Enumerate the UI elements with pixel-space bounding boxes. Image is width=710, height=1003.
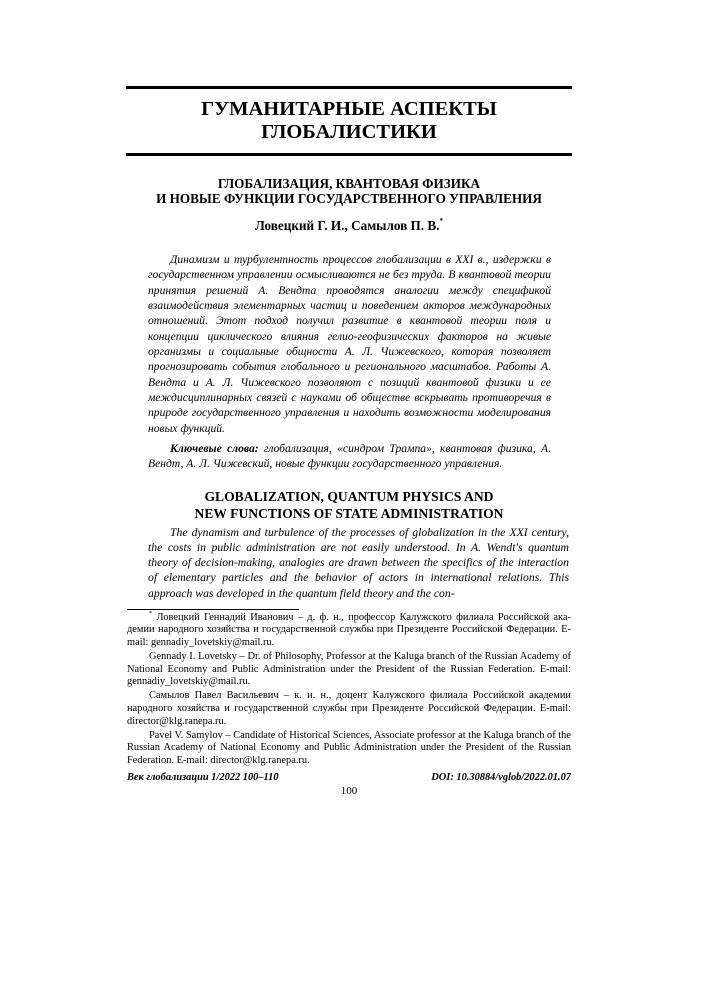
- article-title: [120, 176, 578, 206]
- footnotes: [127, 609, 571, 768]
- section-title-line2: ГЛОБАЛИСТИКИ: [261, 121, 437, 143]
- keywords-label: Ключевые слова:: [170, 442, 259, 456]
- page: [126, 0, 572, 797]
- authors-names: Ловецкий Г. И., Самылов П. В.: [255, 218, 440, 233]
- abstract-en: The dynamism and turbulence of the processes of globalization in the XXI century, the costs in public administration are not easily understood. In A. Wendt's quantum theory of decision-making, analogies are drawn between the specifics of the interaction of elementary particles and the behavior of actors in international relations. This approach was developed in the quantum field theory and the con-: [148, 525, 569, 600]
- footnote-mark: *: [149, 609, 153, 617]
- article-title-line1: ГЛОБАЛИЗАЦИЯ, КВАНТОВАЯ ФИЗИКА: [217, 176, 481, 191]
- journal-citation: Век глобализации 1/2022 100–110: [127, 772, 279, 784]
- abstract-ru: Динамизм и турбулентность процессов глобализации в XXI в., издержки в государственном управлении осмысливаются не без труда. В квантовой теории принятия решений А. Вендта проводятся аналогии между спецификой взаимодействия элементарных частиц и поведением акторов международных отношений. Этот подход получил развитие в квантовой теории поля и концепции циклического влияния гелио-геофизических факторов на живые организмы и социальные общности А. Л. Чижевского, которая позволяет прогнозировать события глобального и регионального масштабов. Работы А. Вендта и А. Л. Чижевского позволяют с позиций квантовой физики и ее междисциплинарных связей с науками об обществе вскрывать противоречия в природе государственного управления и находить возможности моделирования новых функций.: [148, 253, 551, 435]
- article-title-en: [126, 488, 572, 522]
- authors-footnote-mark: *: [439, 217, 443, 225]
- article-title-line2: И НОВЫЕ ФУНКЦИИ ГОСУДАРСТВЕННОГО УПРАВЛЕНИЯ: [156, 191, 542, 206]
- footnote-text: Ловецкий Геннадий Иванович – д. ф. н., профессор Калужского филиала Российской академии народного хозяйства и государственной службы при Президенте Российской Федерации. E-mail: gennadiy_lovetskiy@mail.ru.: [127, 611, 571, 649]
- page-number: 100: [340, 785, 358, 798]
- section-bottom-rule: [126, 153, 572, 156]
- authors: [126, 218, 572, 234]
- footnote-item: Pavel V. Samylov – Candidate of Historical Sciences, Associate professor at the Kaluga branch of the Russian Academy of National Economy and Public Administration under the President of the Russian Federation. E-mail: director@klg.ranepa.ru.: [127, 729, 571, 766]
- keywords-text: глобализация, «синдром Трампа», квантовая физика, А. Вендт, А. Л. Чижевский, новые функции государственного управления.: [148, 442, 551, 471]
- footnote-item: Gennady I. Lovetsky – Dr. of Philosophy, Professor at the Kaluga branch of the Russian Academy of National Economy and Public Administration under the President of the Russian Federation. E-mail: gennadiy_lovetskiy@mail.ru.: [127, 651, 571, 688]
- footnote-item: [127, 609, 571, 650]
- doi: DOI: 10.30884/vglob/2022.01.07: [431, 772, 571, 784]
- footnote-item: Самылов Павел Васильевич – к. и. н., доцент Калужского филиала Российской академии народного хозяйства и государственной службы при Президенте Российской Федерации. E-mail: director@klg.ranepa.ru.: [127, 690, 571, 727]
- keywords: [148, 441, 551, 472]
- section-title-line1: ГУМАНИТАРНЫЕ АСПЕКТЫ: [201, 98, 497, 120]
- page-footer: [127, 772, 571, 784]
- article-title-en-line1: GLOBALIZATION, QUANTUM PHYSICS AND: [204, 488, 494, 504]
- section-top-rule: [126, 86, 572, 89]
- footnote-rule: [127, 609, 299, 610]
- section-title: [126, 98, 572, 144]
- article-title-en-line2: NEW FUNCTIONS OF STATE ADMINISTRATION: [194, 505, 504, 521]
